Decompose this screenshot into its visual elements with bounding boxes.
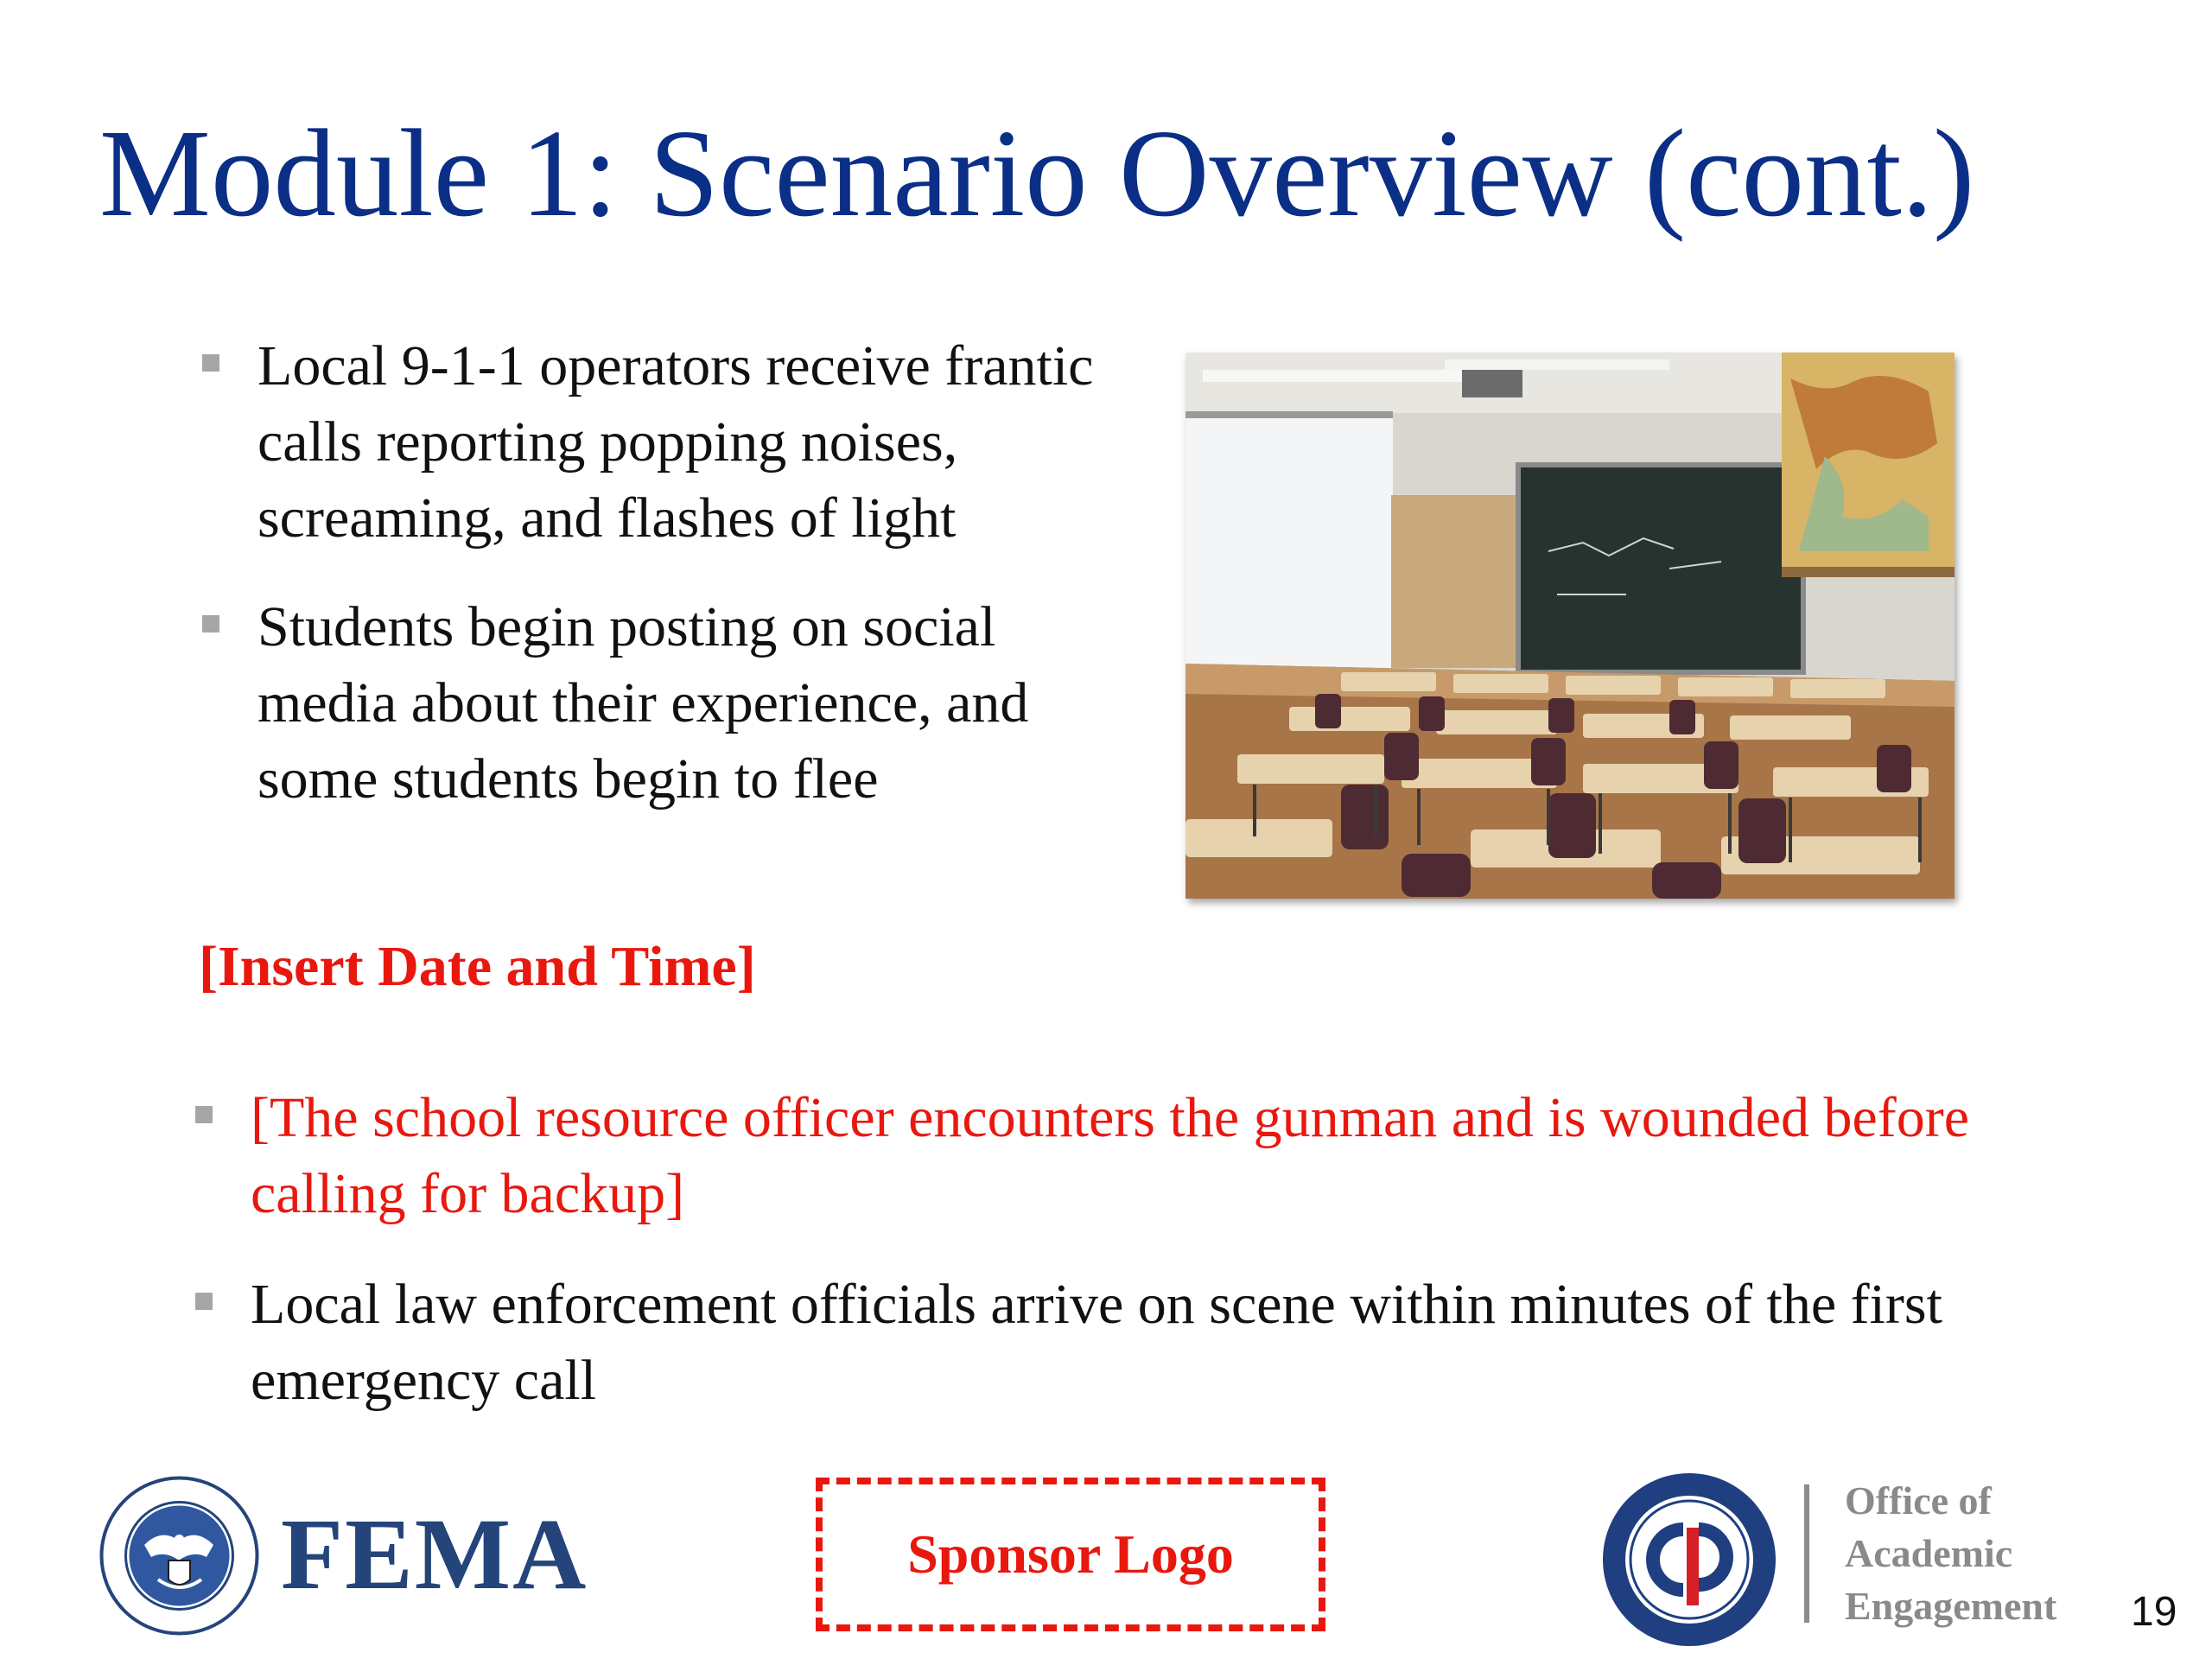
slide-title: Module 1: Scenario Overview (cont.) (99, 105, 1975, 243)
dhs-seal-icon (99, 1476, 259, 1636)
oae-line-1: Office of (1845, 1478, 1992, 1522)
bottom-bullet-list (192, 1080, 2050, 1453)
footer-divider (1804, 1484, 1809, 1623)
bullet-square-icon (195, 1106, 213, 1123)
oae-line-3: Engagement (1845, 1584, 2057, 1628)
sponsor-logo-label: Sponsor Logo (907, 1523, 1234, 1585)
bullet-text: Local 9-1-1 operators receive frantic calls reporting popping noises, screaming, and flashes of light (257, 334, 1094, 550)
oae-line-2: Academic (1845, 1531, 2013, 1575)
campus-resilience-program-logo-icon (1599, 1469, 1780, 1650)
bullet-text: [The school resource officer encounters the gunman and is wounded before calling for backup] (251, 1086, 1970, 1225)
bullet-item (192, 1267, 2050, 1419)
top-bullet-list (199, 328, 1115, 850)
sponsor-logo-placeholder (816, 1478, 1325, 1631)
bullet-item (192, 1080, 2050, 1232)
fema-wordmark: FEMA (281, 1497, 588, 1611)
bullet-square-icon (195, 1293, 213, 1310)
page-number: 19 (2131, 1589, 2177, 1635)
bullet-item (199, 589, 1115, 817)
bullet-text: Students begin posting on social media about their experience, and some students begin to flee (257, 595, 1029, 810)
bullet-square-icon (202, 615, 219, 632)
classroom-photo (1185, 353, 1955, 899)
office-of-academic-engagement-wordmark (1845, 1474, 2056, 1632)
bullet-item (199, 328, 1115, 556)
date-time-placeholder: [Insert Date and Time] (199, 935, 756, 998)
bullet-text: Local law enforcement officials arrive on scene within minutes of the first emergency call (251, 1273, 1942, 1412)
bullet-square-icon (202, 354, 219, 372)
